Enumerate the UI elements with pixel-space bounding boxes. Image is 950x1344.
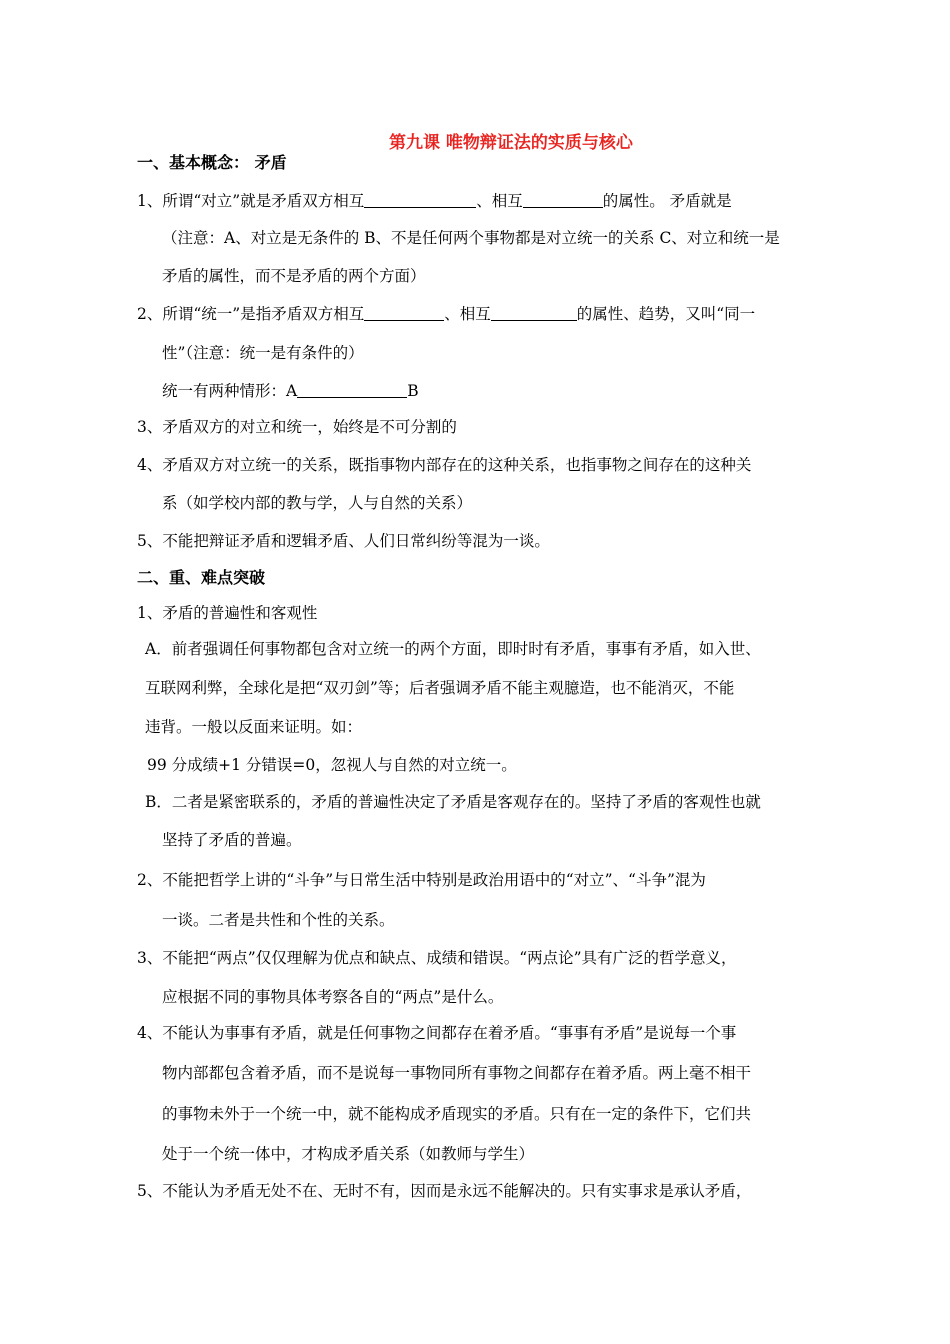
item-2-cases-b: B xyxy=(407,382,419,400)
point-4-line-4: 处于一个统一体中，才构成矛盾关系（如教师与学生） xyxy=(162,1145,535,1163)
item-4-line-1: 4、矛盾双方对立统一的关系，既指事物内部存在的这种关系，也指事物之间存在的这种关 xyxy=(137,456,752,474)
item-1-text-b: 、相互 xyxy=(476,192,523,210)
blank-4 xyxy=(491,305,577,321)
item-2-text-c: 的属性、趋势，又叫“同一 xyxy=(576,305,756,323)
point-1-a-line-3: 违背。一般以反面来证明。如： xyxy=(145,718,363,736)
point-1-b-line-1: B．二者是紧密联系的，矛盾的普遍性决定了矛盾是客观存在的。坚持了矛盾的客观性也就 xyxy=(145,793,761,811)
point-1-title: 1、矛盾的普遍性和客观性 xyxy=(137,604,318,622)
point-4-line-2: 物内部都包含着矛盾，而不是说每一事物同所有事物之间都存在着矛盾。两上毫不相干 xyxy=(162,1064,752,1082)
page-title: 第九课 唯物辩证法的实质与核心 xyxy=(389,133,633,153)
item-1-text-a: 1、所谓“对立”就是矛盾双方相互 xyxy=(137,192,365,210)
item-1-line-2: （注意：A、对立是无条件的 B、不是任何两个事物都是对立统一的关系 C、对立和统一是 xyxy=(162,229,780,247)
item-1-line-1 xyxy=(137,190,732,212)
point-5-line-1: 5、不能认为矛盾无处不在、无时不有，因而是永远不能解决的。只有实事求是承认矛盾， xyxy=(137,1182,752,1200)
point-1-a-line-1: A．前者强调任何事物都包含对立统一的两个方面，即时时有矛盾，事事有矛盾，如入世、 xyxy=(145,640,761,658)
point-4-line-3: 的事物未外于一个统一中，就不能构成矛盾现实的矛盾。只有在一定的条件下，它们共 xyxy=(162,1105,752,1123)
blank-1 xyxy=(364,192,476,208)
section-2-heading: 二、重、难点突破 xyxy=(137,568,266,587)
blank-3 xyxy=(364,305,444,321)
point-2-line-2: 一谈。二者是共性和个性的关系。 xyxy=(162,911,395,929)
item-5: 5、不能把辩证矛盾和逻辑矛盾、人们日常纠纷等混为一谈。 xyxy=(137,532,550,550)
item-2-cases-text: 统一有两种情形：A xyxy=(162,382,298,400)
item-2-text-b: 、相互 xyxy=(444,305,491,323)
blank-5 xyxy=(297,382,407,398)
point-2-line-1: 2、不能把哲学上讲的“斗争”与日常生活中特别是政治用语中的“对立”、“斗争”混为 xyxy=(137,871,706,889)
section-1-heading: 一、基本概念： 矛盾 xyxy=(137,153,287,172)
blank-2 xyxy=(523,192,603,208)
point-3-line-1: 3、不能把“两点”仅仅理解为优点和缺点、成绩和错误。“两点论”具有广泛的哲学意义， xyxy=(137,949,737,967)
point-1-example: 99 分成绩+1 分错误=0，忽视人与自然的对立统一。 xyxy=(147,756,517,774)
point-1-b-line-2: 坚持了矛盾的普遍。 xyxy=(162,831,302,849)
item-4-line-2: 系（如学校内部的教与学，人与自然的关系） xyxy=(162,494,473,512)
point-4-line-1: 4、不能认为事事有矛盾，就是任何事物之间都存在着矛盾。“事事有矛盾”是说每一个事 xyxy=(137,1024,737,1042)
item-2-line-3 xyxy=(162,380,419,402)
point-3-line-2: 应根据不同的事物具体考察各自的“两点”是什么。 xyxy=(162,988,504,1006)
item-2-line-2: 性”（注意：统一是有条件的） xyxy=(162,344,364,362)
item-1-text-c: 的属性。 矛盾就是 xyxy=(602,192,732,210)
item-2-line-1 xyxy=(137,303,755,325)
item-1-line-3: 矛盾的属性，而不是矛盾的两个方面） xyxy=(162,267,426,285)
item-3: 3、矛盾双方的对立和统一，始终是不可分割的 xyxy=(137,418,457,436)
item-2-text-a: 2、所谓“统一”是指矛盾双方相互 xyxy=(137,305,365,323)
point-1-a-line-2: 互联网利弊，全球化是把“双刃剑”等；后者强调矛盾不能主观臆造，也不能消灭，不能 xyxy=(145,679,735,697)
